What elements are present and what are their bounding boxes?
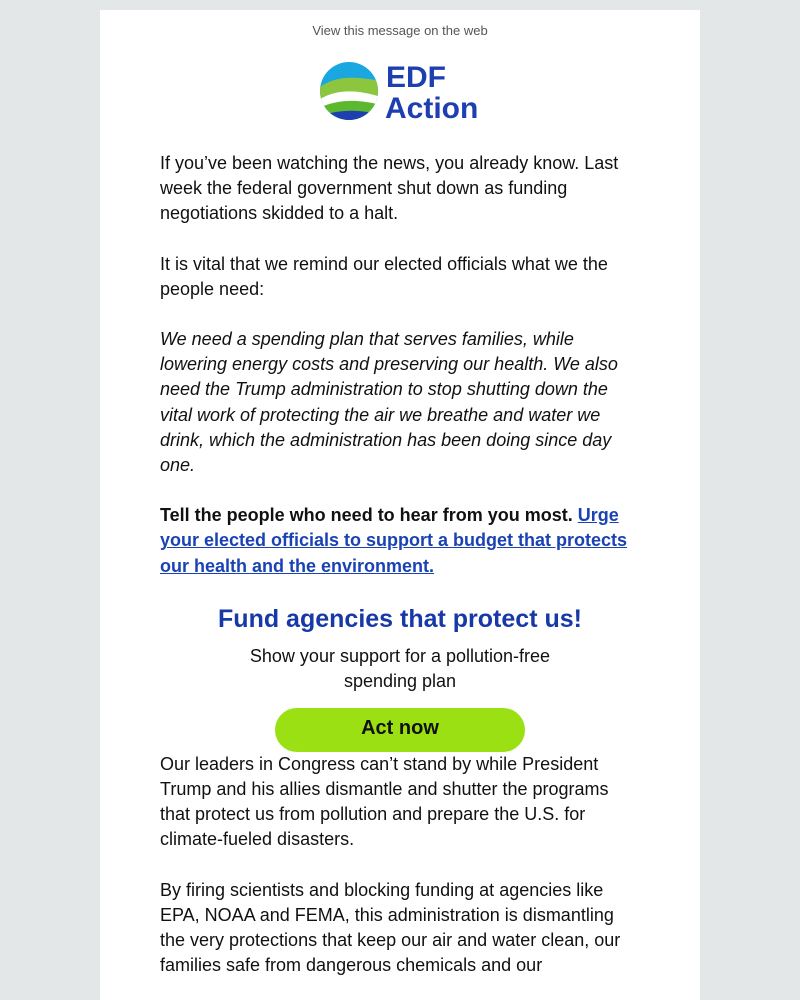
logo-text-action: Action bbox=[385, 92, 479, 123]
tell-people-text: Tell the people who need to hear from you most. bbox=[160, 505, 573, 526]
logo-icon bbox=[319, 59, 484, 123]
paragraph-remind: It is vital that we remind our elected officials what we the people need: bbox=[160, 253, 608, 299]
cta-section bbox=[160, 604, 640, 752]
view-on-web-link[interactable]: View this message on the web bbox=[312, 23, 488, 38]
logo-text-edf: EDF bbox=[386, 61, 446, 94]
paragraph-quote: We need a spending plan that serves families, while lowering energy costs and preserving our health. We also need the Trump administration to stop shutting down the vital work of protecting the air we breathe and water we drink, which the administration has been doing since day one. bbox=[160, 329, 618, 476]
paragraph-firing-scientists: By firing scientists and blocking funding at agencies like EPA, NOAA and FEMA, this administration is dismantling the very protections that keep our air and water clean, our families safe from dangerous chemicals and our bbox=[160, 879, 621, 976]
urge-officials-link[interactable]: Urge your elected officials to support a budget that protects our health and the environment. bbox=[160, 505, 628, 576]
email-body-card bbox=[100, 10, 700, 1000]
paragraph-congress: Our leaders in Congress can’t stand by while President Trump and his allies dismantle and shutter the programs that protect us from pollution and prepare the U.S. for climate-fueled disasters. bbox=[160, 753, 609, 850]
act-now-button[interactable]: Act now bbox=[275, 708, 525, 752]
cta-heading: Fund agencies that protect us! bbox=[218, 604, 582, 633]
email-content bbox=[160, 151, 640, 1000]
cta-subtext: Show your support for a pollution-free spending plan bbox=[249, 645, 551, 691]
edf-action-logo[interactable] bbox=[319, 59, 484, 123]
paragraph-news: If you’ve been watching the news, you already know. Last week the federal government shut down as funding negotiations skidded to a halt. bbox=[160, 153, 619, 224]
top-background-strip bbox=[0, 0, 800, 10]
paragraph-call-to-action bbox=[160, 503, 640, 579]
